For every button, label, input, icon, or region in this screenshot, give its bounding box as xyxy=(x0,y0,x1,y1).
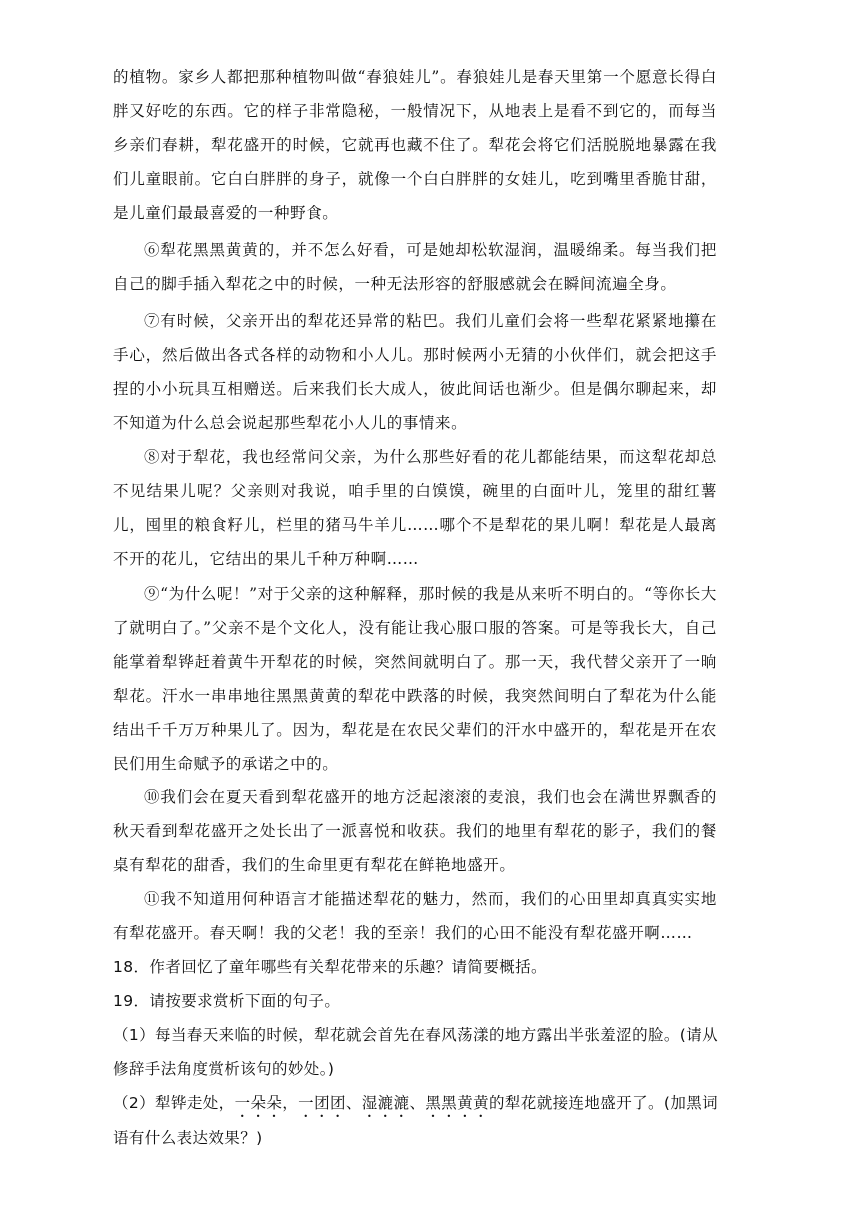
emphasized-word-yiduoduo: 一朵朵 xyxy=(234,1094,283,1112)
paragraph-11: ⑪我不知道用何种语言才能描述犁花的魅力，然而，我们的心田里却真真实实地有犁花盛开。春天啊！我的父老！我的至亲！我们的心田不能没有犁花盛开啊…… xyxy=(113,890,717,942)
q19-2-sep-1: ， xyxy=(282,1094,299,1112)
paragraph-5-tail: 的植物。家乡人都把那种植物叫做“春狼娃儿”。春狼娃儿是春天里第一个愿意长得白胖又好吃的东西。它的样子非常隐秘，一般情况下，从地表上是看不到它的，而每当乡亲们春耕，犁花盛开的时候，它就再也藏不住了。犁花会将它们活脱脱地暴露在我们儿童眼前。它白白胖胖的身子，就像一个白白胖胖的女娃儿，吃到嘴里香脆甘甜，是儿童们最最喜爱的一种野食。 xyxy=(113,68,717,222)
q19-2-lead: （2）犁铧走处， xyxy=(113,1094,235,1112)
paragraph-6: ⑥犁花黑黑黄黄的，并不怎么好看，可是她却松软湿润，温暖绵柔。每当我们把自己的脚手插入犁花之中的时候，一种无法形容的舒服感就会在瞬间流遍全身。 xyxy=(113,241,717,293)
paragraph-10: ⑩我们会在夏天看到犁花盛开的地方泛起滚滚的麦浪，我们也会在满世界飘香的秋天看到犁花盛开之处长出了一派喜悦和收获。我们的地里有犁花的影子，我们的餐桌有犁花的甜香，我们的生命里更有犁花在鲜艳地盛开。 xyxy=(113,788,717,874)
question-19: 19．请按要求赏析下面的句子。 xyxy=(113,992,341,1010)
q19-2-sep-2: 、 xyxy=(345,1094,362,1112)
emphasized-word-shilulu: 湿漉漉 xyxy=(361,1094,410,1112)
question-19-part-1: （1）每当春天来临的时候，犁花就会首先在春风荡漾的地方露出半张羞涩的脸。(请从修辞手法角度赏析该句的妙处。) xyxy=(113,1026,719,1078)
paragraph-9: ⑨“为什么呢！”对于父亲的这种解释，那时候的我是从来听不明白的。“等你长大了就明白了。”父亲不是个文化人，没有能让我心服口服的答案。可是等我长大，自己能掌着犁铧赶着黄牛开犁花的时候，突然间就明白了。那一天，我代替父亲开了一晌犁花。汗水一串串地往黑黑黄黄的犁花中跌落的时候，我突然间明白了犁花为什么能结出千千万万种果儿了。因为，犁花是在农民父辈们的汗水中盛开的，犁花是开在农民们用生命赋予的承诺之中的。 xyxy=(113,585,717,773)
paragraph-7: ⑦有时候，父亲开出的犁花还异常的粘巴。我们儿童们会将一些犁花紧紧地攥在手心，然后做出各式各样的动物和小人儿。那时候两小无猜的小伙伴们，就会把这手捏的小小玩具互相赠送。后来我们长大成人，彼此间话也渐少。但是偶尔聊起来，却不知道为什么总会说起那些犁花小人儿的事情来。 xyxy=(113,312,717,432)
q19-2-sep-3: 、 xyxy=(409,1094,426,1112)
q19-2-tail: 的犁花就接连地盛开了。(加黑词语有什么表达效果？) xyxy=(113,1094,719,1147)
paragraph-8: ⑧对于犁花，我也经常问父亲，为什么那些好看的花儿都能结果，而这犁花却总不见结果儿呢？父亲则对我说，咱手里的白馍馍，碗里的白面叶儿，笼里的甜红薯儿，囤里的粮食籽儿，栏里的猪马牛羊儿……哪个不是犁花的果儿啊！犁花是人最离不开的花儿，它结出的果儿千种万种啊…… xyxy=(113,448,717,568)
emphasized-word-yituantuan: 一团团 xyxy=(298,1094,346,1112)
question-19-part-2 xyxy=(113,1086,733,1155)
emphasized-word-heiheihuanghuang: 黑黑黄黄 xyxy=(425,1094,489,1112)
question-18: 18．作者回忆了童年哪些有关犁花带来的乐趣？请简要概括。 xyxy=(113,958,547,976)
